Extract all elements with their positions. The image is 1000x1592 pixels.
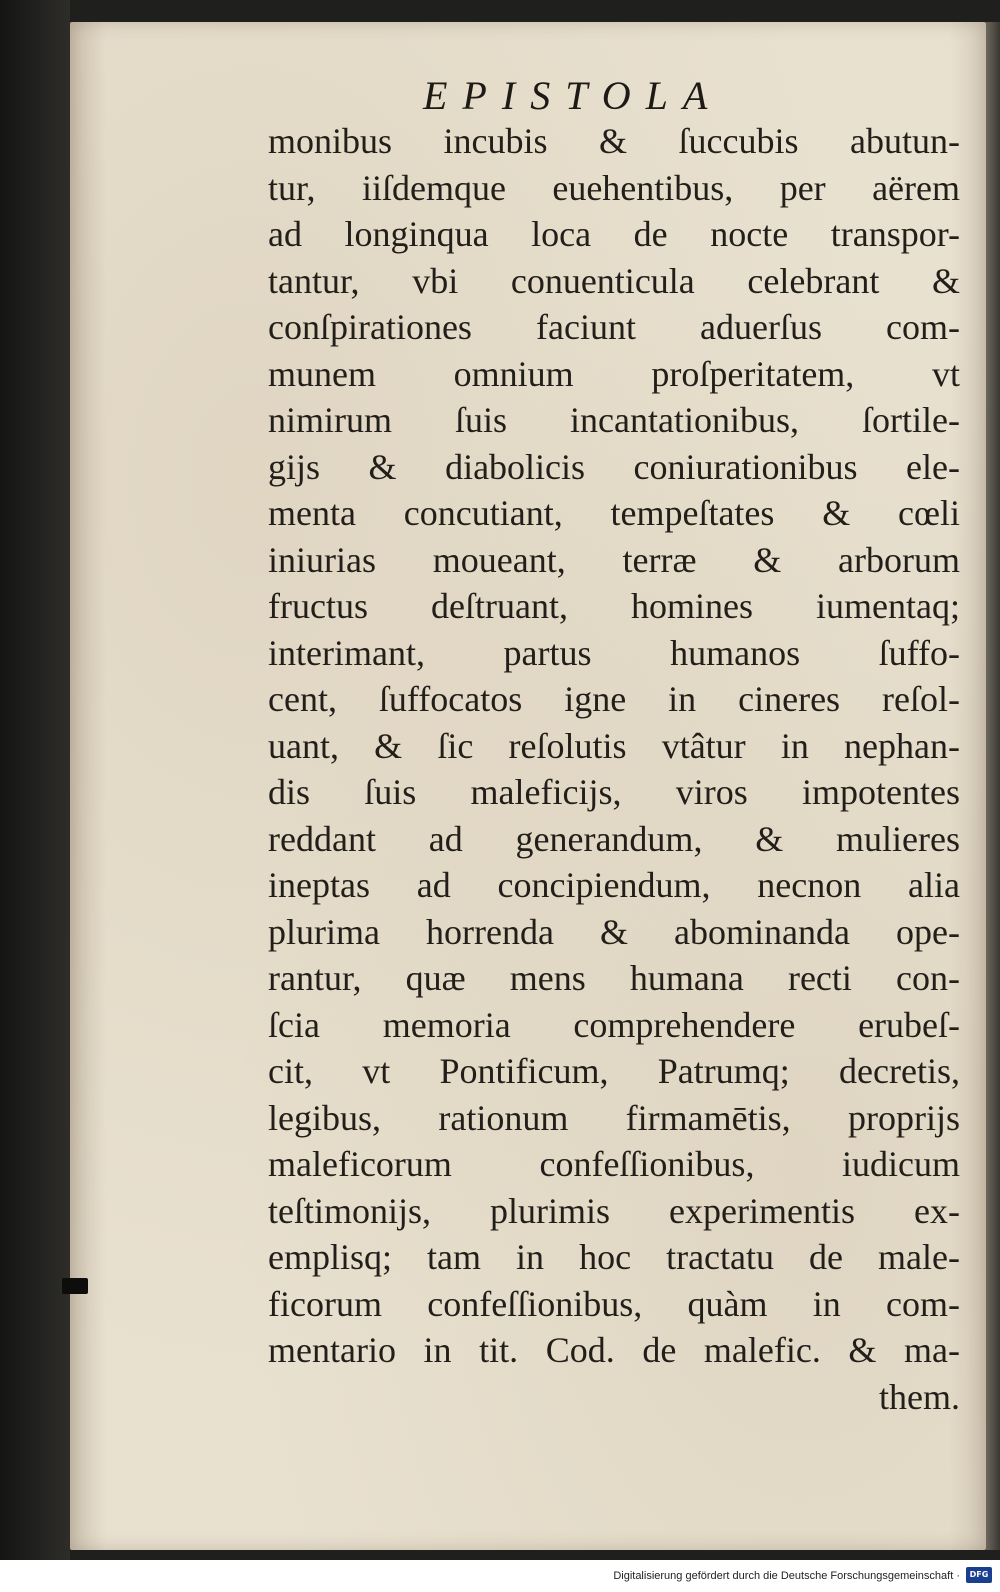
text-line: mentario in tit. Cod. de malefic. & ma- [268,1330,960,1370]
text-line: them. [879,1376,960,1417]
text-line: legibus, rationum firmamētis, proprijs [268,1097,960,1138]
body-text [268,118,960,1420]
text-line: menta concutiant, tempeſtates & cœli [268,493,960,533]
binding-shadow [0,0,70,1560]
text-line: conſpirationes faciunt aduerſus com- [268,307,960,347]
page-edge [986,22,1000,1550]
text-line: cit, vt Pontificum, Patrumq; decretis, [268,1051,960,1091]
text-line: rantur, quæ mens humana recti con- [268,958,960,998]
text-line: ſcia memoria comprehendere erubeſ- [268,1004,960,1045]
text-line: emplisq; tam in hoc tractatu de male- [268,1237,960,1277]
text-line: reddant ad generandum, & mulieres [268,818,960,859]
digitization-credit: Digitalisierung gefördert durch die Deutsche Forschungsgemeinschaft · [613,1570,960,1582]
bookmark-tab [62,1278,88,1294]
text-line: teſtimonijs, plurimis experimentis ex- [268,1190,960,1231]
text-line: uant, & ſic reſolutis vtâtur in nephan- [268,725,960,766]
text-line: cent, ſuffocatos igne in cineres reſol- [268,679,960,719]
text-line: tantur, vbi conuenticula celebrant & [268,260,960,301]
text-line: dis ſuis maleficijs, viros impotentes [268,772,960,812]
text-line: munem omnium proſperitatem, vt [268,353,960,394]
text-line: iniurias moueant, terræ & arborum [268,539,960,580]
text-line: monibus incubis & ſuccubis abutun- [268,121,960,161]
text-line: ad longinqua loca de nocte transpor- [268,214,960,254]
text-line: plurima horrenda & abominanda ope- [268,911,960,952]
text-line: ineptas ad concipiendum, necnon alia [268,865,960,905]
text-line: interimant, partus humanos ſuffo- [268,632,960,673]
text-line: ficorum confeſſionibus, quàm in com- [268,1283,960,1324]
text-line: maleficorum confeſſionibus, iudicum [268,1144,960,1184]
text-line: tur, iiſdemque euehentibus, per aërem [268,167,960,208]
text-line: gijs & diabolicis coniurationibus ele- [268,446,960,487]
text-line: nimirum ſuis incantationibus, ſortile- [268,400,960,440]
dfg-logo: DFG [966,1567,992,1583]
running-head: EPISTOLA [423,73,723,118]
text-line: fructus deſtruant, homines iumentaq; [268,586,960,626]
